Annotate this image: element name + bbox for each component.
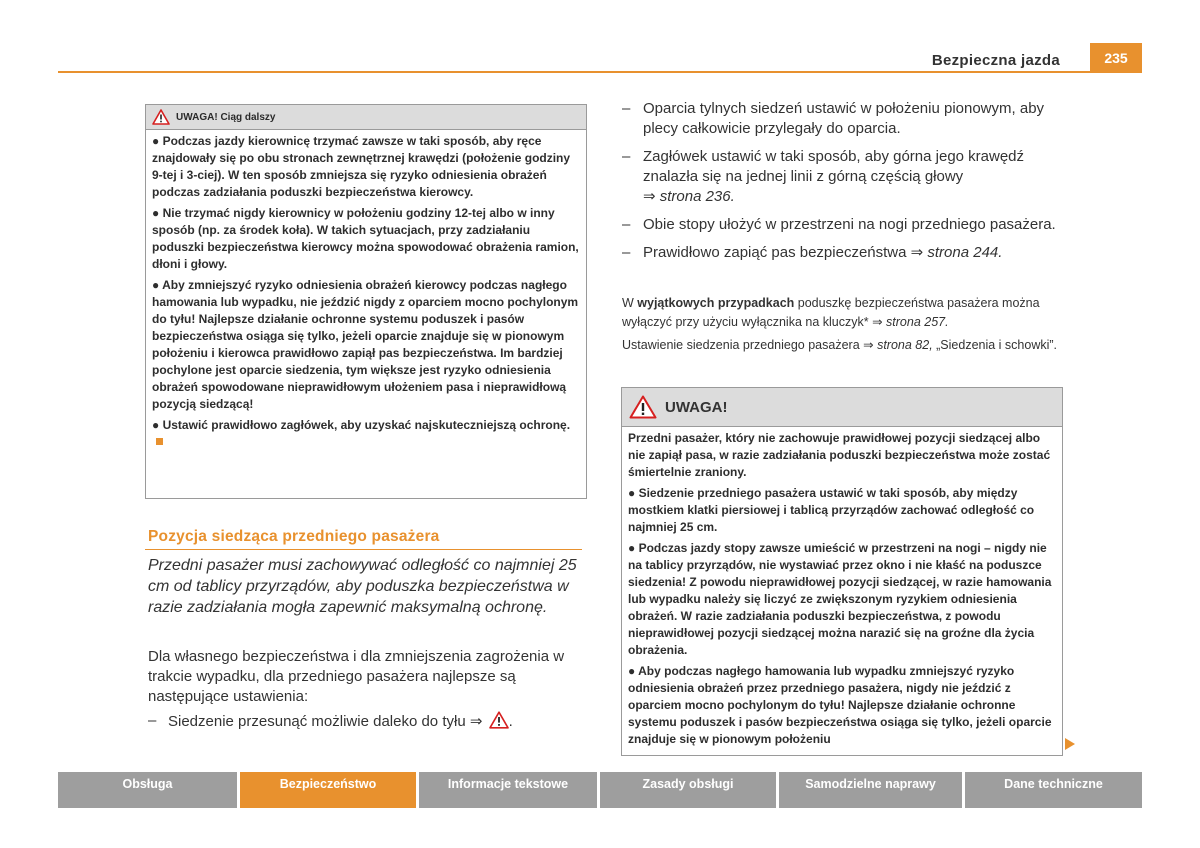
note-text: „Siedzenia i schowki”.: [932, 338, 1058, 352]
warning-item-text: Podczas jazdy stopy zawsze umieścić w przestrzeni na nogi – nigdy nie na tablicy przyrządów, nie wystawiać przez okno i nie kłaść na poduszce siedzenia! Z powodu nieprawidłowej pozycji siedzącej, w razie hamowania lub wypadku należy się liczyć ze zwiększonym ryzykiem odniesienia obrażeń. W razie zadziałania poduszki bezpieczeństwa, z powodu nieprawidłowej pozycji siedzącej można narazić się na groźne dla życia obrażenia.: [628, 541, 1052, 657]
warning-item-text: Podczas jazdy kierownicę trzymać zawsze w taki sposób, aby ręce znajdowały się po obu stronach zewnętrznej krawędzi (położenie godziny 9-tej i 3-ciej). W ten sposób zmniejsza się ryzyko odniesienia obrażeń podczas zadziałania poduszki bezpieczeństwa kierowcy.: [152, 134, 571, 199]
warning-triangle-icon: [629, 395, 657, 419]
warning-item: [152, 133, 580, 201]
end-of-section-marker: [156, 438, 163, 445]
warning-box-continued: [145, 104, 587, 499]
dash-marker: –: [622, 216, 631, 233]
warning-item-text: Nie trzymać nigdy kierownicy w położeniu godziny 12-tej albo w inny sposób (np. za środek koła). W takich sytuacjach, przy zadziałaniu poduszki bezpieczeństwa kierowcy można spowodować obrażenia ramion, dłoni i głowy.: [152, 206, 579, 271]
warning-triangle-icon: [152, 109, 170, 125]
list-item-text: Zagłówek ustawić w taki sposób, aby górna jego krawędź znalazła się na jednej linii z górną częścią głowy: [643, 148, 1025, 185]
list-item-text: Prawidłowo zapiąć pas bezpieczeństwa ⇒: [643, 244, 924, 261]
section-intro-paragraph: Dla własnego bezpieczeństwa i dla zmniejszenia zagrożenia w trakcie wypadku, dla przedniego pasażera najlepsze są następujące ustawienia:: [148, 648, 565, 705]
bullet: ●: [628, 486, 636, 500]
bullet: ●: [152, 278, 160, 292]
warning-item-text: Ustawić prawidłowo zagłówek, aby uzyskać najskuteczniejszą ochronę.: [162, 418, 571, 432]
dash-marker: –: [622, 244, 631, 261]
dash-marker: –: [622, 148, 631, 165]
list-item: [622, 243, 1062, 263]
page-reference-link[interactable]: strona 257.: [886, 315, 949, 329]
tab-informacje-tekstowe[interactable]: Informacje tekstowe: [419, 772, 597, 808]
warning-item: [628, 540, 1056, 659]
warning-triangle-icon[interactable]: [489, 711, 509, 729]
page-reference-link[interactable]: strona 244.: [927, 244, 1003, 261]
note-bold-text: wyjątkowych przypadkach: [637, 296, 795, 310]
bullet: ●: [152, 206, 160, 220]
warning-item-text: Aby podczas nagłego hamowania lub wypadku zmniejszyć ryzyko odniesienia obrażeń przez przedniego pasażera, nigdy nie jeździć z oparciem mocno pochylonym do tyłu! Najlepsze działanie ochronne systemu poduszek i pasów bezpieczeństwa osiąga się tylko, jeżeli oparcie znajduje się w pionowym położeniu: [628, 664, 1052, 746]
footer-nav: [58, 772, 1142, 808]
tab-zasady-obslugi[interactable]: Zasady obsługi: [600, 772, 776, 808]
note-paragraph: [622, 336, 1062, 355]
warning-lead: Przedni pasażer, który nie zachowuje prawidłowej pozycji siedzącej albo nie zapiął pasa, w razie zadziałania poduszki bezpieczeństwa może zostać śmiertelnie zraniony.: [628, 431, 1051, 479]
page-number: 235: [1090, 43, 1142, 73]
list-item-text: Siedzenie przesunąć możliwie daleko do tyłu ⇒: [168, 713, 483, 730]
page-reference-link[interactable]: ⇒ strona 236.: [643, 188, 735, 205]
warning-box-body: [146, 130, 586, 455]
list-item-period: .: [508, 713, 513, 730]
section-heading-rule: [145, 549, 582, 550]
list-item: [622, 147, 1062, 207]
bullet: ●: [152, 418, 160, 432]
bullet: ●: [628, 541, 636, 555]
warning-item: [152, 205, 580, 273]
warning-box: [621, 387, 1063, 756]
list-item: [622, 99, 1062, 139]
list-item: [148, 711, 588, 732]
warning-item-text: Siedzenie przedniego pasażera ustawić w taki sposób, aby między mostkiem klatki piersiowej i tablicą przyrządów zachować odległość co najmniej 25 cm.: [628, 486, 1035, 534]
running-title: Bezpieczna jazda: [931, 52, 1060, 69]
warning-box-title: UWAGA!: [665, 398, 728, 416]
note-text: Ustawienie siedzenia przedniego pasażera ⇒: [622, 338, 878, 352]
bullet: ●: [152, 134, 160, 148]
list-item-text: Oparcia tylnych siedzeń ustawić w położeniu pionowym, aby plecy całkowicie przylegały do oparcia.: [643, 100, 1045, 137]
tab-samodzielne-naprawy[interactable]: Samodzielne naprawy: [779, 772, 962, 808]
warning-box-body: [622, 427, 1062, 752]
dash-marker: –: [148, 712, 157, 729]
note-paragraph: [622, 294, 1062, 332]
warning-box-header: [146, 105, 586, 130]
warning-box-header: [622, 388, 1062, 427]
warning-item-text: Aby zmniejszyć ryzyko odniesienia obrażeń kierowcy podczas nagłego hamowania lub wypadku, nie jeździć nigdy z oparciem mocno pochylonym do tyłu! Najlepsze działanie ochronne systemu poduszek i pasów bezpieczeństwa osiąga się tylko, jeżeli oparcie znajduje się w pionowym położeniu i kierowca prawidłowo zapiął pas bezpieczeństwa. Im bardziej pochylone jest oparcie siedzenia, tym większe jest ryzyko odniesienia obrażeń spowodowane nieprawidłowym ułożeniem pasa i nieprawidłową pozycją siedzącą!: [152, 278, 579, 411]
page-reference-link[interactable]: strona 82,: [877, 338, 933, 352]
section-heading: Pozycja siedząca przedniego pasażera: [148, 528, 440, 545]
section-intro-italic: Przedni pasażer musi zachowywać odległość co najmniej 25 cm od tablicy przyrządów, aby poduszka bezpieczeństwa w razie zadziałania mogła zapewnić maksymalną ochronę.: [148, 557, 577, 616]
header-rule: [58, 71, 1142, 73]
warning-item: [628, 663, 1056, 748]
note-text: poduszkę bezpieczeństwa pasażera można wyłączyć przy użyciu wyłącznika na kluczyk* ⇒: [622, 296, 1040, 329]
bullet: ●: [628, 664, 636, 678]
warning-item: [628, 485, 1056, 536]
tab-obsluga[interactable]: Obsługa: [58, 772, 237, 808]
note-text: W: [622, 296, 638, 310]
tab-dane-techniczne[interactable]: Dane techniczne: [965, 772, 1142, 808]
list-item-text: Obie stopy ułożyć w przestrzeni na nogi przedniego pasażera.: [643, 216, 1056, 233]
continue-arrow-icon[interactable]: [1064, 737, 1076, 751]
warning-item: [152, 277, 580, 413]
warning-item: [152, 417, 580, 451]
list-item: [622, 215, 1062, 235]
settings-list: [622, 99, 1062, 271]
tab-bezpieczenstwo[interactable]: Bezpieczeństwo: [240, 772, 416, 808]
warning-box-title: UWAGA! Ciąg dalszy: [176, 111, 276, 123]
dash-marker: –: [622, 100, 631, 117]
